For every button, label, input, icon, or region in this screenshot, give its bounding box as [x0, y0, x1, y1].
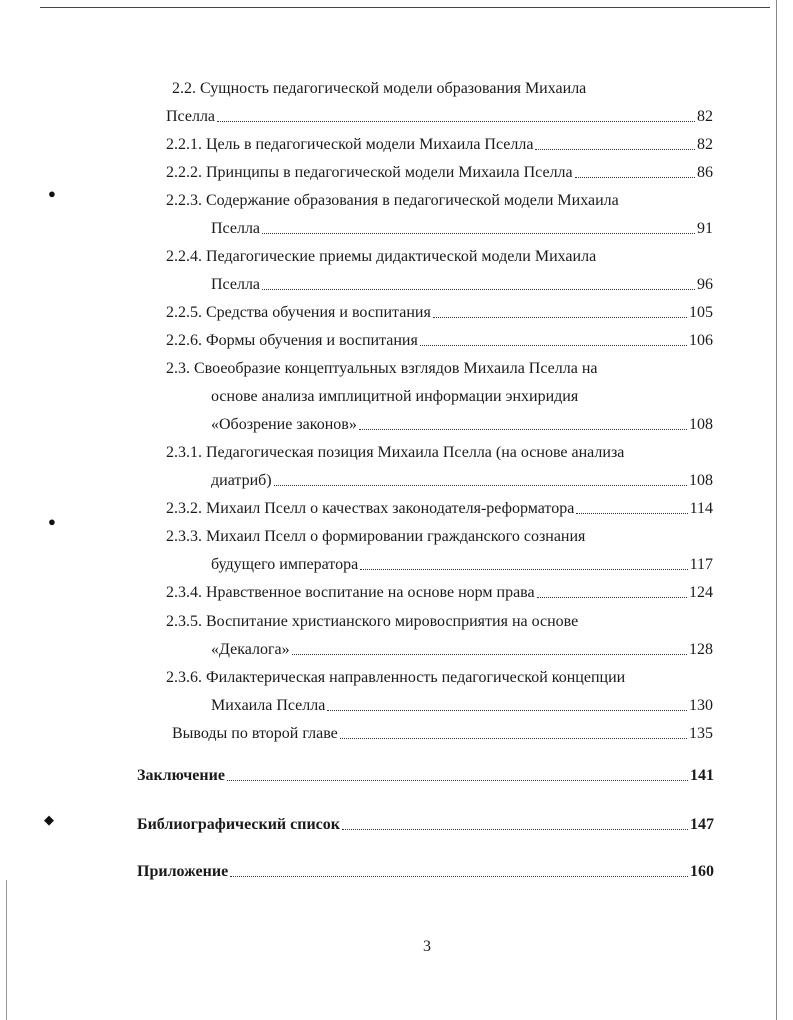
toc-line: 2.2. Сущность педагогической модели образования Михаила — [172, 80, 587, 97]
toc-line: 2.2.4. Педагогические приемы дидактической модели Михаила — [166, 248, 597, 265]
toc-entry: 2.2.6. Формы обучения и воспитания 106 — [166, 332, 713, 349]
toc-entry: 2.3.2. Михаил Пселл о качествах законодателя-реформатора 114 — [166, 500, 713, 517]
toc-line: 2.3.1. Педагогическая позиция Михаила Пселла (на основе анализа — [166, 444, 625, 461]
binding-hole-mark: ● — [48, 186, 56, 201]
toc-entry: Михаила Пселла 130 — [211, 697, 713, 714]
toc-entry: будущего императора 117 — [211, 556, 713, 573]
scan-edge-right — [776, 0, 777, 1020]
toc-entry: 2.2.1. Цель в педагогической модели Михаила Пселла 82 — [166, 136, 713, 153]
toc-entry: Пселла 91 — [211, 220, 713, 237]
toc-line: 2.3.3. Михаил Пселл о формировании гражданского сознания — [166, 528, 586, 545]
toc-entry: диатриб) 108 — [211, 472, 713, 489]
toc-entry: «Декалога» 128 — [211, 641, 713, 658]
toc-entry: Пселла 82 — [166, 108, 713, 125]
toc-entry: «Обозрение законов» 108 — [211, 416, 713, 433]
toc-entry: Выводы по второй главе 135 — [172, 725, 713, 742]
toc-entry-conclusion: Заключение 141 — [137, 767, 714, 784]
scan-edge-top — [40, 7, 770, 8]
toc-line: 2.3.5. Воспитание христианского мировосприятия на основе — [166, 613, 579, 630]
scan-edge-left — [6, 880, 7, 1020]
toc-entry-appendix: Приложение 160 — [137, 863, 714, 880]
binding-hole-mark: ◆ — [44, 812, 54, 827]
toc-entry-bibliography: Библиографический список 147 — [137, 816, 714, 833]
toc-line: 2.2.3. Содержание образования в педагогической модели Михаила — [166, 192, 619, 209]
page-number: 3 — [423, 938, 431, 955]
toc-entry: Пселла 96 — [211, 276, 713, 293]
toc-entry: 2.3.4. Нравственное воспитание на основе норм права 124 — [166, 584, 713, 601]
toc-entry: 2.2.5. Средства обучения и воспитания 105 — [166, 304, 713, 321]
toc-entry: 2.2.2. Принципы в педагогической модели Михаила Пселла 86 — [166, 164, 713, 181]
toc-line: 2.3.6. Филактерическая направленность педагогической концепции — [166, 669, 626, 686]
binding-hole-mark: ● — [48, 514, 56, 529]
toc-line: основе анализа имплицитной информации энхиридия — [211, 388, 579, 405]
toc-line: 2.3. Своеобразие концептуальных взглядов Михаила Пселла на — [166, 360, 598, 377]
